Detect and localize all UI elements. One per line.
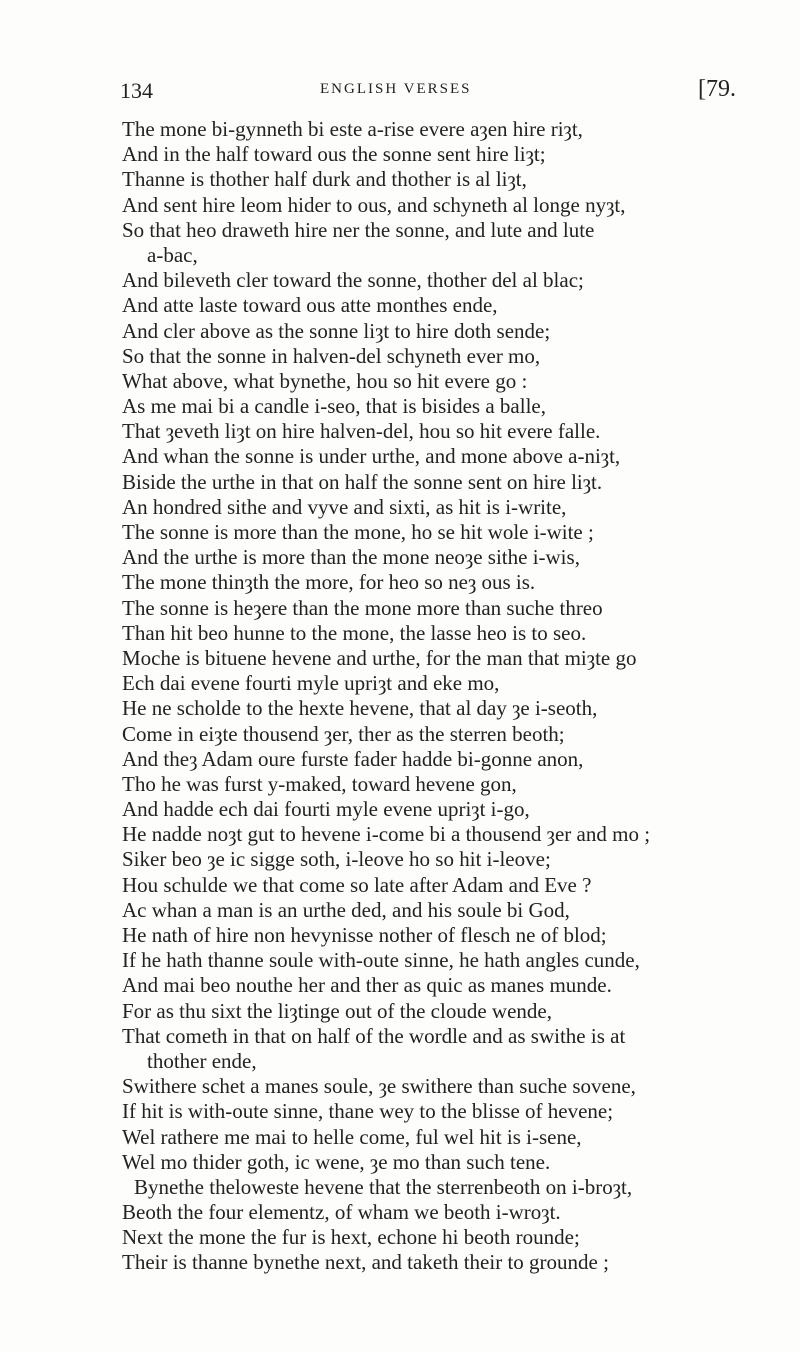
verse-line: Wel mo thider goth, ic wene, ȝe mo than such tene. bbox=[122, 1149, 551, 1174]
verse-line: Swithere schet a manes soule, ȝe swithere than suche sovene, bbox=[122, 1074, 636, 1099]
verse-line: And the urthe is more than the mone neoȝe sithe i-wis, bbox=[122, 545, 580, 570]
verse-line: If he hath thanne soule with-oute sinne, he hath angles cunde, bbox=[122, 948, 640, 973]
verse-line: The mone thinȝth the more, for heo so neȝ ous is. bbox=[122, 570, 536, 595]
verse-line: Siker beo ȝe ic sigge soth, i-leove ho so hit i-leove; bbox=[122, 847, 551, 872]
verse-line: And atte laste toward ous atte monthes ende, bbox=[122, 293, 498, 318]
verse-line: He nadde noȝt gut to hevene i-come bi a thousend ȝer and mo ; bbox=[122, 822, 651, 847]
running-head: ENGLISH VERSES bbox=[320, 81, 472, 97]
verse-line: Ech dai evene fourti myle upriȝt and eke mo, bbox=[122, 671, 500, 696]
verse-line-continuation: a-bac, bbox=[147, 242, 198, 267]
verse-line: The sonne is more than the mone, ho se hit wole i-wite ; bbox=[122, 520, 594, 544]
verse-line: If hit is with-oute sinne, thane wey to the blisse of hevene; bbox=[122, 1099, 614, 1124]
verse-line: The sonne is heȝere than the mone more than suche threo bbox=[122, 595, 603, 620]
verse-line: And sent hire leom hider to ous, and schyneth al longe nyȝt, bbox=[122, 192, 626, 217]
verse-line: Ac whan a man is an urthe ded, and his soule bi God, bbox=[122, 897, 570, 922]
verse-line: Wel rathere me mai to helle come, ful wel hit is i-sene, bbox=[122, 1124, 582, 1149]
verse-line: And theȝ Adam oure furste fader hadde bi-gonne anon, bbox=[122, 746, 584, 771]
verse-line: Moche is bituene hevene and urthe, for the man that miȝte go bbox=[122, 645, 637, 670]
verse-text bbox=[122, 117, 752, 1276]
verse-line: Than hit beo hunne to the mone, the lasse heo is to seo. bbox=[122, 620, 587, 645]
verse-line: Biside the urthe in that on half the sonne sent on hire liȝt. bbox=[122, 469, 603, 494]
verse-line: Come in eiȝte thousend ȝer, ther as the sterren beoth; bbox=[122, 721, 565, 746]
verse-line: Tho he was furst y-maked, toward hevene gon, bbox=[122, 771, 517, 796]
verse-line: Hou schulde we that come so late after Adam and Eve ? bbox=[122, 872, 592, 897]
verse-line: The mone bi-gynneth bi este a-rise evere aȝen hire riȝt, bbox=[122, 117, 583, 141]
verse-line: As me mai bi a candle i-seo, that is bisides a balle, bbox=[122, 394, 546, 419]
verse-line: Their is thanne bynethe next, and taketh their to grounde ; bbox=[122, 1250, 609, 1275]
verse-line: And hadde ech dai fourti myle evene upriȝt i-go, bbox=[122, 797, 530, 822]
verse-line: He ne scholde to the hexte hevene, that al day ȝe i-seoth, bbox=[122, 696, 598, 721]
verse-line: And mai beo nouthe her and ther as quic as manes munde. bbox=[122, 973, 612, 998]
verse-line: Beoth the four elementz, of wham we beoth i-wroȝt. bbox=[122, 1200, 561, 1225]
page-header bbox=[120, 76, 736, 104]
verse-line: Next the mone the fur is hext, echone hi beoth rounde; bbox=[122, 1225, 580, 1250]
verse-line: That cometh in that on half of the wordle and as swithe is at bbox=[122, 1023, 626, 1048]
verse-line: So that heo draweth hire ner the sonne, and lute and lute bbox=[122, 217, 595, 242]
verse-line: That ȝeveth liȝt on hire halven-del, hou so hit evere falle. bbox=[122, 419, 601, 444]
verse-line-continuation: thother ende, bbox=[147, 1048, 257, 1073]
verse-line: And in the half toward ous the sonne sent hire liȝt; bbox=[122, 142, 546, 167]
page-number: 134 bbox=[120, 78, 153, 103]
verse-line: And whan the sonne is under urthe, and mone above a-niȝt, bbox=[122, 444, 621, 469]
verse-line: An hondred sithe and vyve and sixti, as hit is i-write, bbox=[122, 494, 567, 519]
verse-line: What above, what bynethe, hou so hit evere go : bbox=[122, 368, 528, 393]
verse-line-paragraph-start: Bynethe theloweste hevene that the sterrenbeoth on i-broȝt, bbox=[134, 1174, 633, 1199]
verse-line: And cler above as the sonne liȝt to hire doth sende; bbox=[122, 318, 551, 343]
verse-line: He nath of hire non hevynisse nother of flesch ne of blod; bbox=[122, 923, 607, 947]
verse-line: So that the sonne in halven-del schyneth ever mo, bbox=[122, 343, 541, 368]
verse-line: For as thu sixt the liȝtinge out of the cloude wende, bbox=[122, 998, 552, 1023]
folio-number: [79. bbox=[698, 76, 736, 102]
verse-line: And bileveth cler toward the sonne, thother del al blac; bbox=[122, 268, 584, 293]
verse-line: Thanne is thother half durk and thother is al liȝt, bbox=[122, 167, 527, 192]
